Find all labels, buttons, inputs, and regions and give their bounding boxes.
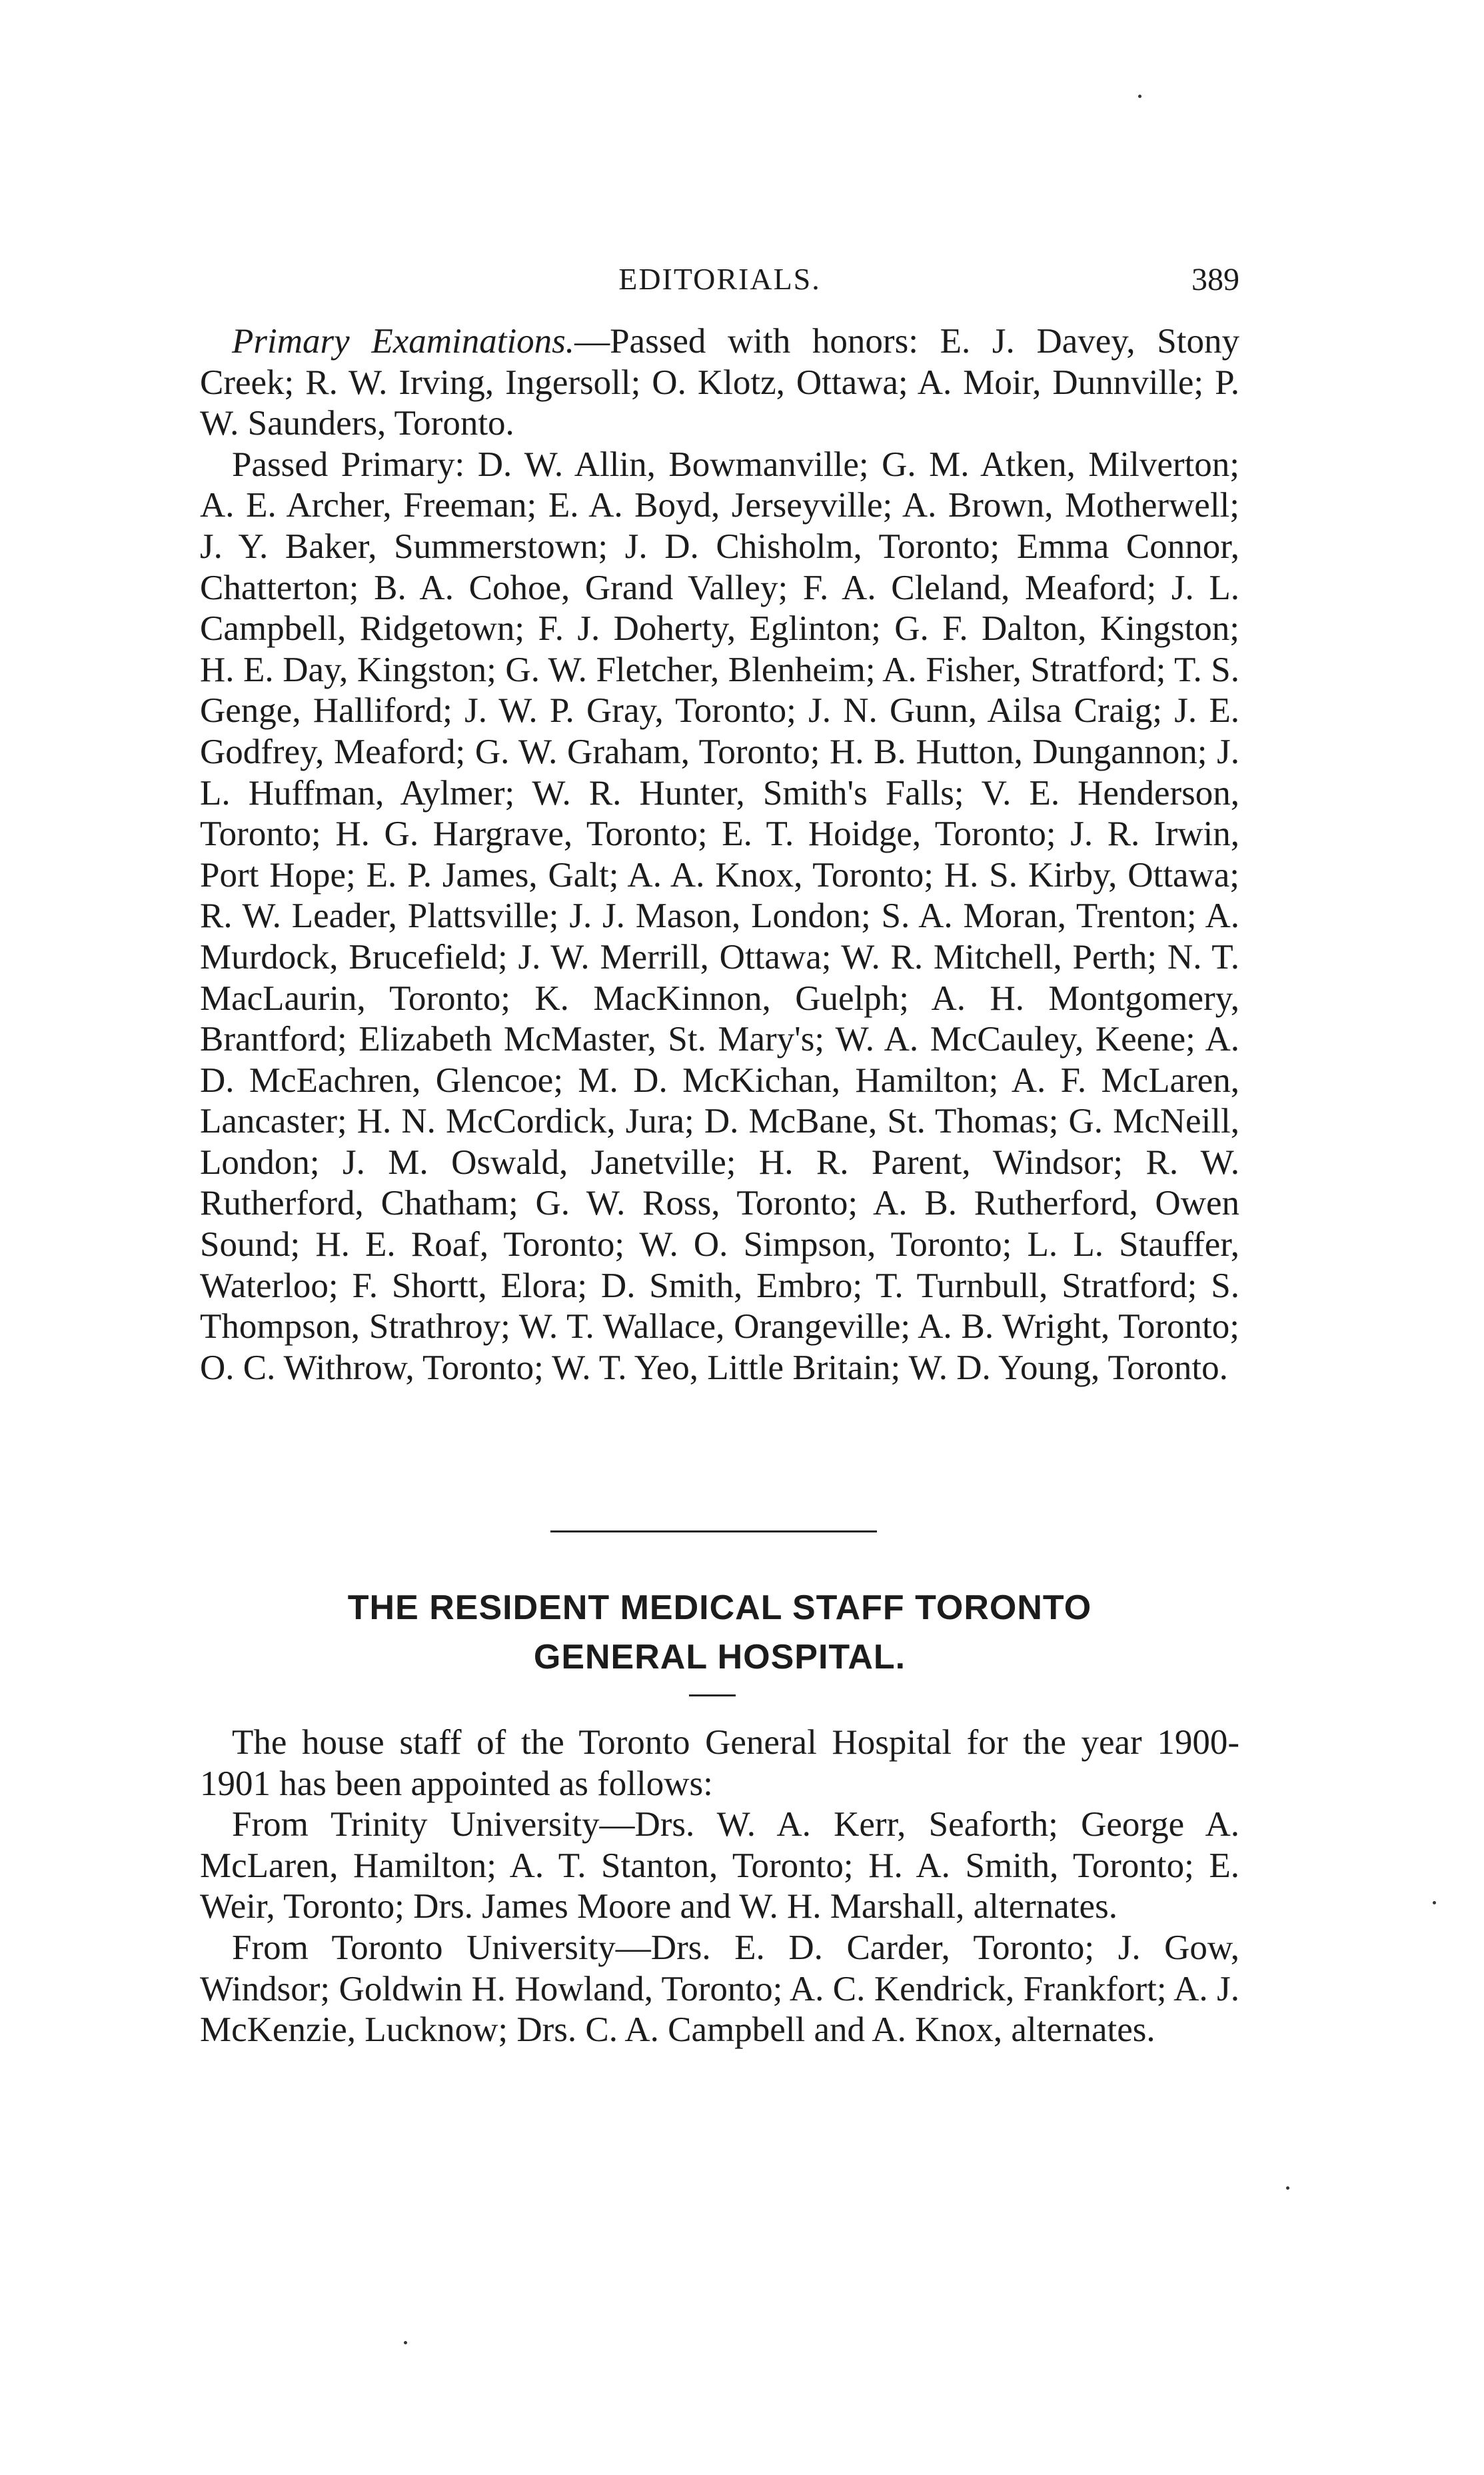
section-heading-line-1: THE RESIDENT MEDICAL STAFF TORONTO <box>347 1588 1092 1627</box>
trinity-paragraph: From Trinity University—Drs. W. A. Kerr, Seaforth; George A. McLaren, Hamilton; A. T. Stanton, Toronto; H. A. Smith, Toronto; E. Weir, Toronto; Drs. James Moore and W. H. Marshall, alternates. <box>200 1805 1239 1926</box>
primary-examinations-label: Primary Examinations. <box>232 322 575 361</box>
primary-examinations-section <box>200 321 1239 1388</box>
toronto-paragraph: From Toronto University—Drs. E. D. Carder, Toronto; J. Gow, Windsor; Goldwin H. Howland, Toronto; A. C. Kendrick, Frankfort; A. J. McKenzie, Lucknow; Drs. C. A. Campbell and A. Knox, alternates. <box>200 1928 1239 2050</box>
resident-staff-article <box>200 1722 1239 2051</box>
section-divider <box>550 1530 877 1532</box>
honors-list: —Passed with honors: E. J. Davey, Stony Creek; R. W. Irving, Ingersoll; O. Klotz, Ottawa; A. Moir, Dunnville; P. W. Saunders, Toronto. <box>200 322 1239 443</box>
running-title: EDITORIALS. <box>618 262 821 296</box>
passed-primary-paragraph: Passed Primary: D. W. Allin, Bowmanville; G. M. Atken, Milverton; A. E. Archer, Freeman; E. A. Boyd, Jerseyville; A. Brown, Motherwell; J. Y. Baker, Summerstown; J. D. Chisholm, Toronto; Emma Connor, Chatterton; B. A. Cohoe, Grand Valley; F. A. Cleland, Meaford; J. L. Campbell, Ridgetown; F. J. Doherty, Eglinton; G. F. Dalton, Kingston; H. E. Day, Kingston; G. W. Fletcher, Blenheim; A. Fisher, Stratford; T. S. Genge, Halliford; J. W. P. Gray, Toronto; J. N. Gunn, Ailsa Craig; J. E. Godfrey, Meaford; G. W. Graham, Toronto; H. B. Hutton, Dungannon; J. L. Huffman, Aylmer; W. R. Hunter, Smith's Falls; V. E. Henderson, Toronto; H. G. Hargrave, Toronto; E. T. Hoidge, Toronto; J. R. Irwin, Port Hope; E. P. James, Galt; A. A. Knox, Toronto; H. S. Kirby, Ottawa; R. W. Leader, Plattsville; J. J. Mason, London; S. A. Moran, Trenton; A. Murdock, Brucefield; J. W. Merrill, Ottawa; W. R. Mitchell, Perth; N. T. MacLaurin, Toronto; K. MacKinnon, Guelph; A. H. Montgomery, Brantford; Elizabeth McMaster, St. Mary's; W. A. McCauley, Keene; A. D. McEachren, Glencoe; M. D. McKichan, Hamilton; A. F. McLaren, Lancaster; H. N. McCordick, Jura; D. McBane, St. Thomas; G. McNeill, London; J. M. Oswald, Janetville; H. R. Parent, Windsor; R. W. Rutherford, Chatham; G. W. Ross, Toronto; A. B. Rutherford, Owen Sound; H. E. Roaf, Toronto; W. O. Simpson, Toronto; L. L. Stauffer, Waterloo; F. Shortt, Elora; D. Smith, Embro; T. Turnbull, Stratford; S. Thompson, Strathroy; W. T. Wallace, Orangeville; A. B. Wright, Toronto; O. C. Withrow, Toronto; W. T. Yeo, Little Britain; W. D. Young, Toronto. <box>200 445 1239 1387</box>
heading-underline-rule <box>689 1694 736 1696</box>
page-number: 389 <box>1191 262 1239 297</box>
section-heading <box>200 1583 1239 1682</box>
section-heading-line-2: GENERAL HOSPITAL. <box>533 1638 906 1676</box>
honors-paragraph <box>200 321 1239 445</box>
running-head <box>200 261 1239 308</box>
intro-paragraph: The house staff of the Toronto General Hospital for the year 1900-1901 has been appointed as follows: <box>200 1723 1239 1803</box>
